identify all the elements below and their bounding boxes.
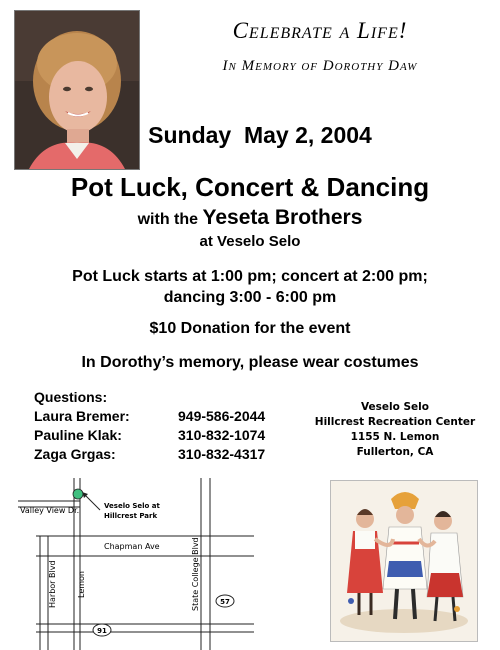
map-label-chapman: Chapman Ave <box>104 542 160 551</box>
contact-name: Zaga Grgas: <box>34 446 116 462</box>
band-line <box>0 206 500 230</box>
contact-name: Pauline Klak: <box>34 427 122 443</box>
map-label-lemon: Lemon <box>77 571 86 598</box>
schedule-line-1: Pot Luck starts at 1:00 pm; concert at 2:00 pm; <box>72 268 428 285</box>
venue-marker-icon <box>73 489 83 499</box>
band-prefix: with the <box>137 211 203 228</box>
map-marker-label-2: Hillcrest Park <box>104 512 158 520</box>
contact-name: Laura Bremer: <box>34 408 130 424</box>
costume-note: In Dorothy’s memory, please wear costumes <box>81 354 419 371</box>
contact-phone: 310-832-4317 <box>178 446 266 462</box>
venue-building: Hillcrest Recreation Center <box>314 416 476 428</box>
route-91-label: 91 <box>97 627 107 635</box>
venue-address <box>300 400 490 460</box>
venue-street: 1155 N. Lemon <box>350 431 440 443</box>
contact-phone: 310-832-1074 <box>178 427 266 443</box>
map-label-state-college: State College Blvd <box>191 537 200 611</box>
contact-row <box>34 445 294 464</box>
location-line: at Veselo Selo <box>199 233 301 250</box>
venue-name: Veselo Selo <box>360 401 429 413</box>
event-date: Sunday May 2, 2004 <box>148 122 372 148</box>
route-57-label: 57 <box>220 598 230 606</box>
map-label-harbor: Harbor Blvd <box>48 560 57 608</box>
folk-dancers-illustration <box>330 480 478 642</box>
contacts-block <box>34 388 294 464</box>
contact-phone: 949-586-2044 <box>178 408 266 424</box>
event-title: Pot Luck, Concert & Dancing <box>70 172 430 202</box>
map-marker-label-1: Veselo Selo at <box>104 502 160 510</box>
contact-row <box>34 426 294 445</box>
directions-map <box>18 468 254 650</box>
map-label-valley-view: Valley View Dr. <box>20 506 80 515</box>
contacts-heading: Questions: <box>34 389 108 405</box>
contact-row <box>34 407 294 426</box>
dancers-image <box>331 481 477 641</box>
schedule-line-2: dancing 3:00 - 6:00 pm <box>163 289 337 306</box>
header-in-memory: In Memory of Dorothy Daw <box>222 58 418 74</box>
venue-city: Fullerton, CA <box>356 446 434 458</box>
band-name: Yeseta Brothers <box>202 206 363 229</box>
header-celebrate: Celebrate a Life! <box>232 18 408 43</box>
donation-note: $10 Donation for the event <box>149 320 351 337</box>
